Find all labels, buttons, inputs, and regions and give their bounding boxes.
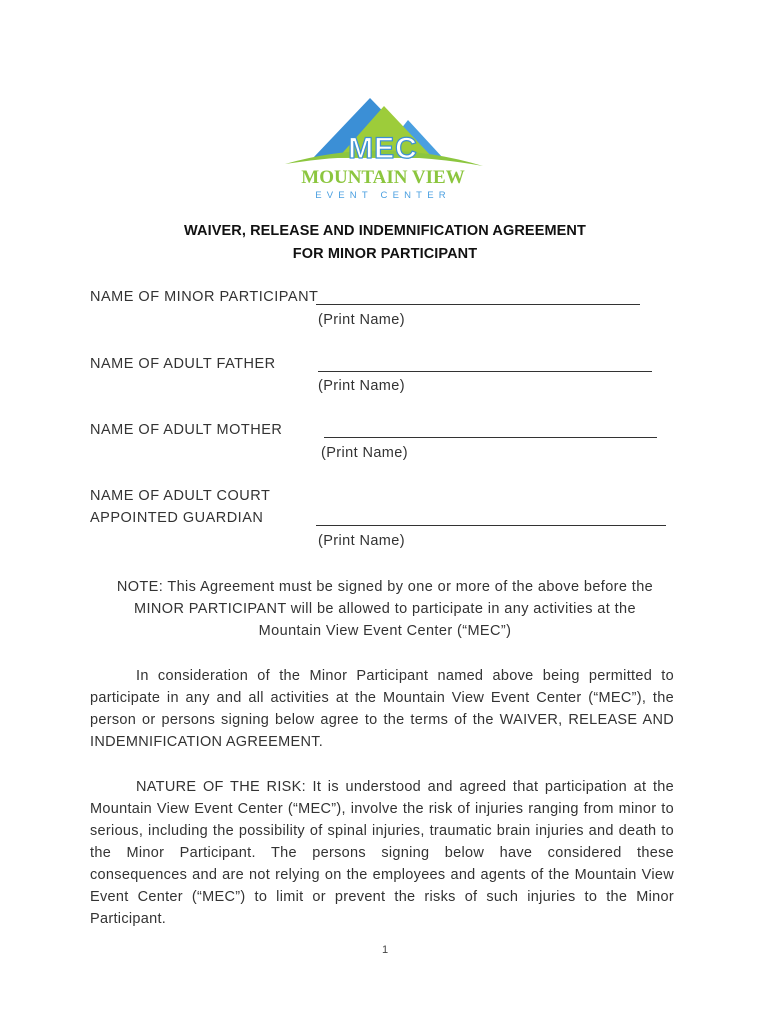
minor-participant-name-line[interactable] <box>316 304 640 305</box>
document-title-line-2: FOR MINOR PARTICIPANT <box>292 246 478 262</box>
risk-paragraph <box>90 776 674 930</box>
mec-logo <box>283 96 487 206</box>
note-line-3: Mountain View Event Center (“MEC”) <box>258 623 512 639</box>
guardian-label-line-1: NAME OF ADULT COURT <box>90 488 271 504</box>
adult-father-name-line[interactable] <box>318 371 652 372</box>
guardian-print-name-hint: (Print Name) <box>318 533 405 549</box>
mother-print-name-hint: (Print Name) <box>321 445 408 461</box>
adult-mother-name-line[interactable] <box>324 437 657 438</box>
risk-text: NATURE OF THE RISK: It is understood and agreed that participation at the Mountain View Event Center (“MEC”), involve the risk of injuries ranging from minor to serious, including the possibility of spinal injuries, traumatic brain injuries and death to the Minor Participant. The persons signing below have considered these consequences and are not relying on the employees and agents of the Mountain View Event Center (“MEC”) to limit or prevent the risks of such injuries to the Minor Participant. <box>90 779 674 927</box>
guardian-name-line[interactable] <box>316 525 666 526</box>
consideration-paragraph <box>90 665 674 753</box>
page-number: 1 <box>381 944 389 956</box>
consideration-text: In consideration of the Minor Participant named above being permitted to participate in any and all activities at the Mountain View Event Center (“MEC”), the person or persons signing below agree to the terms of the WAIVER, RELEASE AND INDEMNIFICATION AGREEMENT. <box>90 668 674 750</box>
logo-acronym: MEC <box>348 132 418 165</box>
document-title-line-1: WAIVER, RELEASE AND INDEMNIFICATION AGREEMENT <box>184 223 586 239</box>
logo-name: MOUNTAIN VIEW <box>301 167 465 188</box>
note-line-2: MINOR PARTICIPANT will be allowed to participate in any activities at the <box>134 601 636 617</box>
adult-mother-label: NAME OF ADULT MOTHER <box>90 422 283 438</box>
guardian-label-line-2: APPOINTED GUARDIAN <box>90 510 264 526</box>
note-block <box>90 576 680 642</box>
note-line-1: NOTE: This Agreement must be signed by one or more of the above before the <box>116 579 654 595</box>
logo-tagline: EVENT CENTER <box>315 190 451 201</box>
minor-print-name-hint: (Print Name) <box>318 312 405 328</box>
adult-father-label: NAME OF ADULT FATHER <box>90 356 276 372</box>
mountain-logo-graphic <box>283 96 487 206</box>
father-print-name-hint: (Print Name) <box>318 378 405 394</box>
minor-participant-label: NAME OF MINOR PARTICIPANT <box>90 289 319 305</box>
